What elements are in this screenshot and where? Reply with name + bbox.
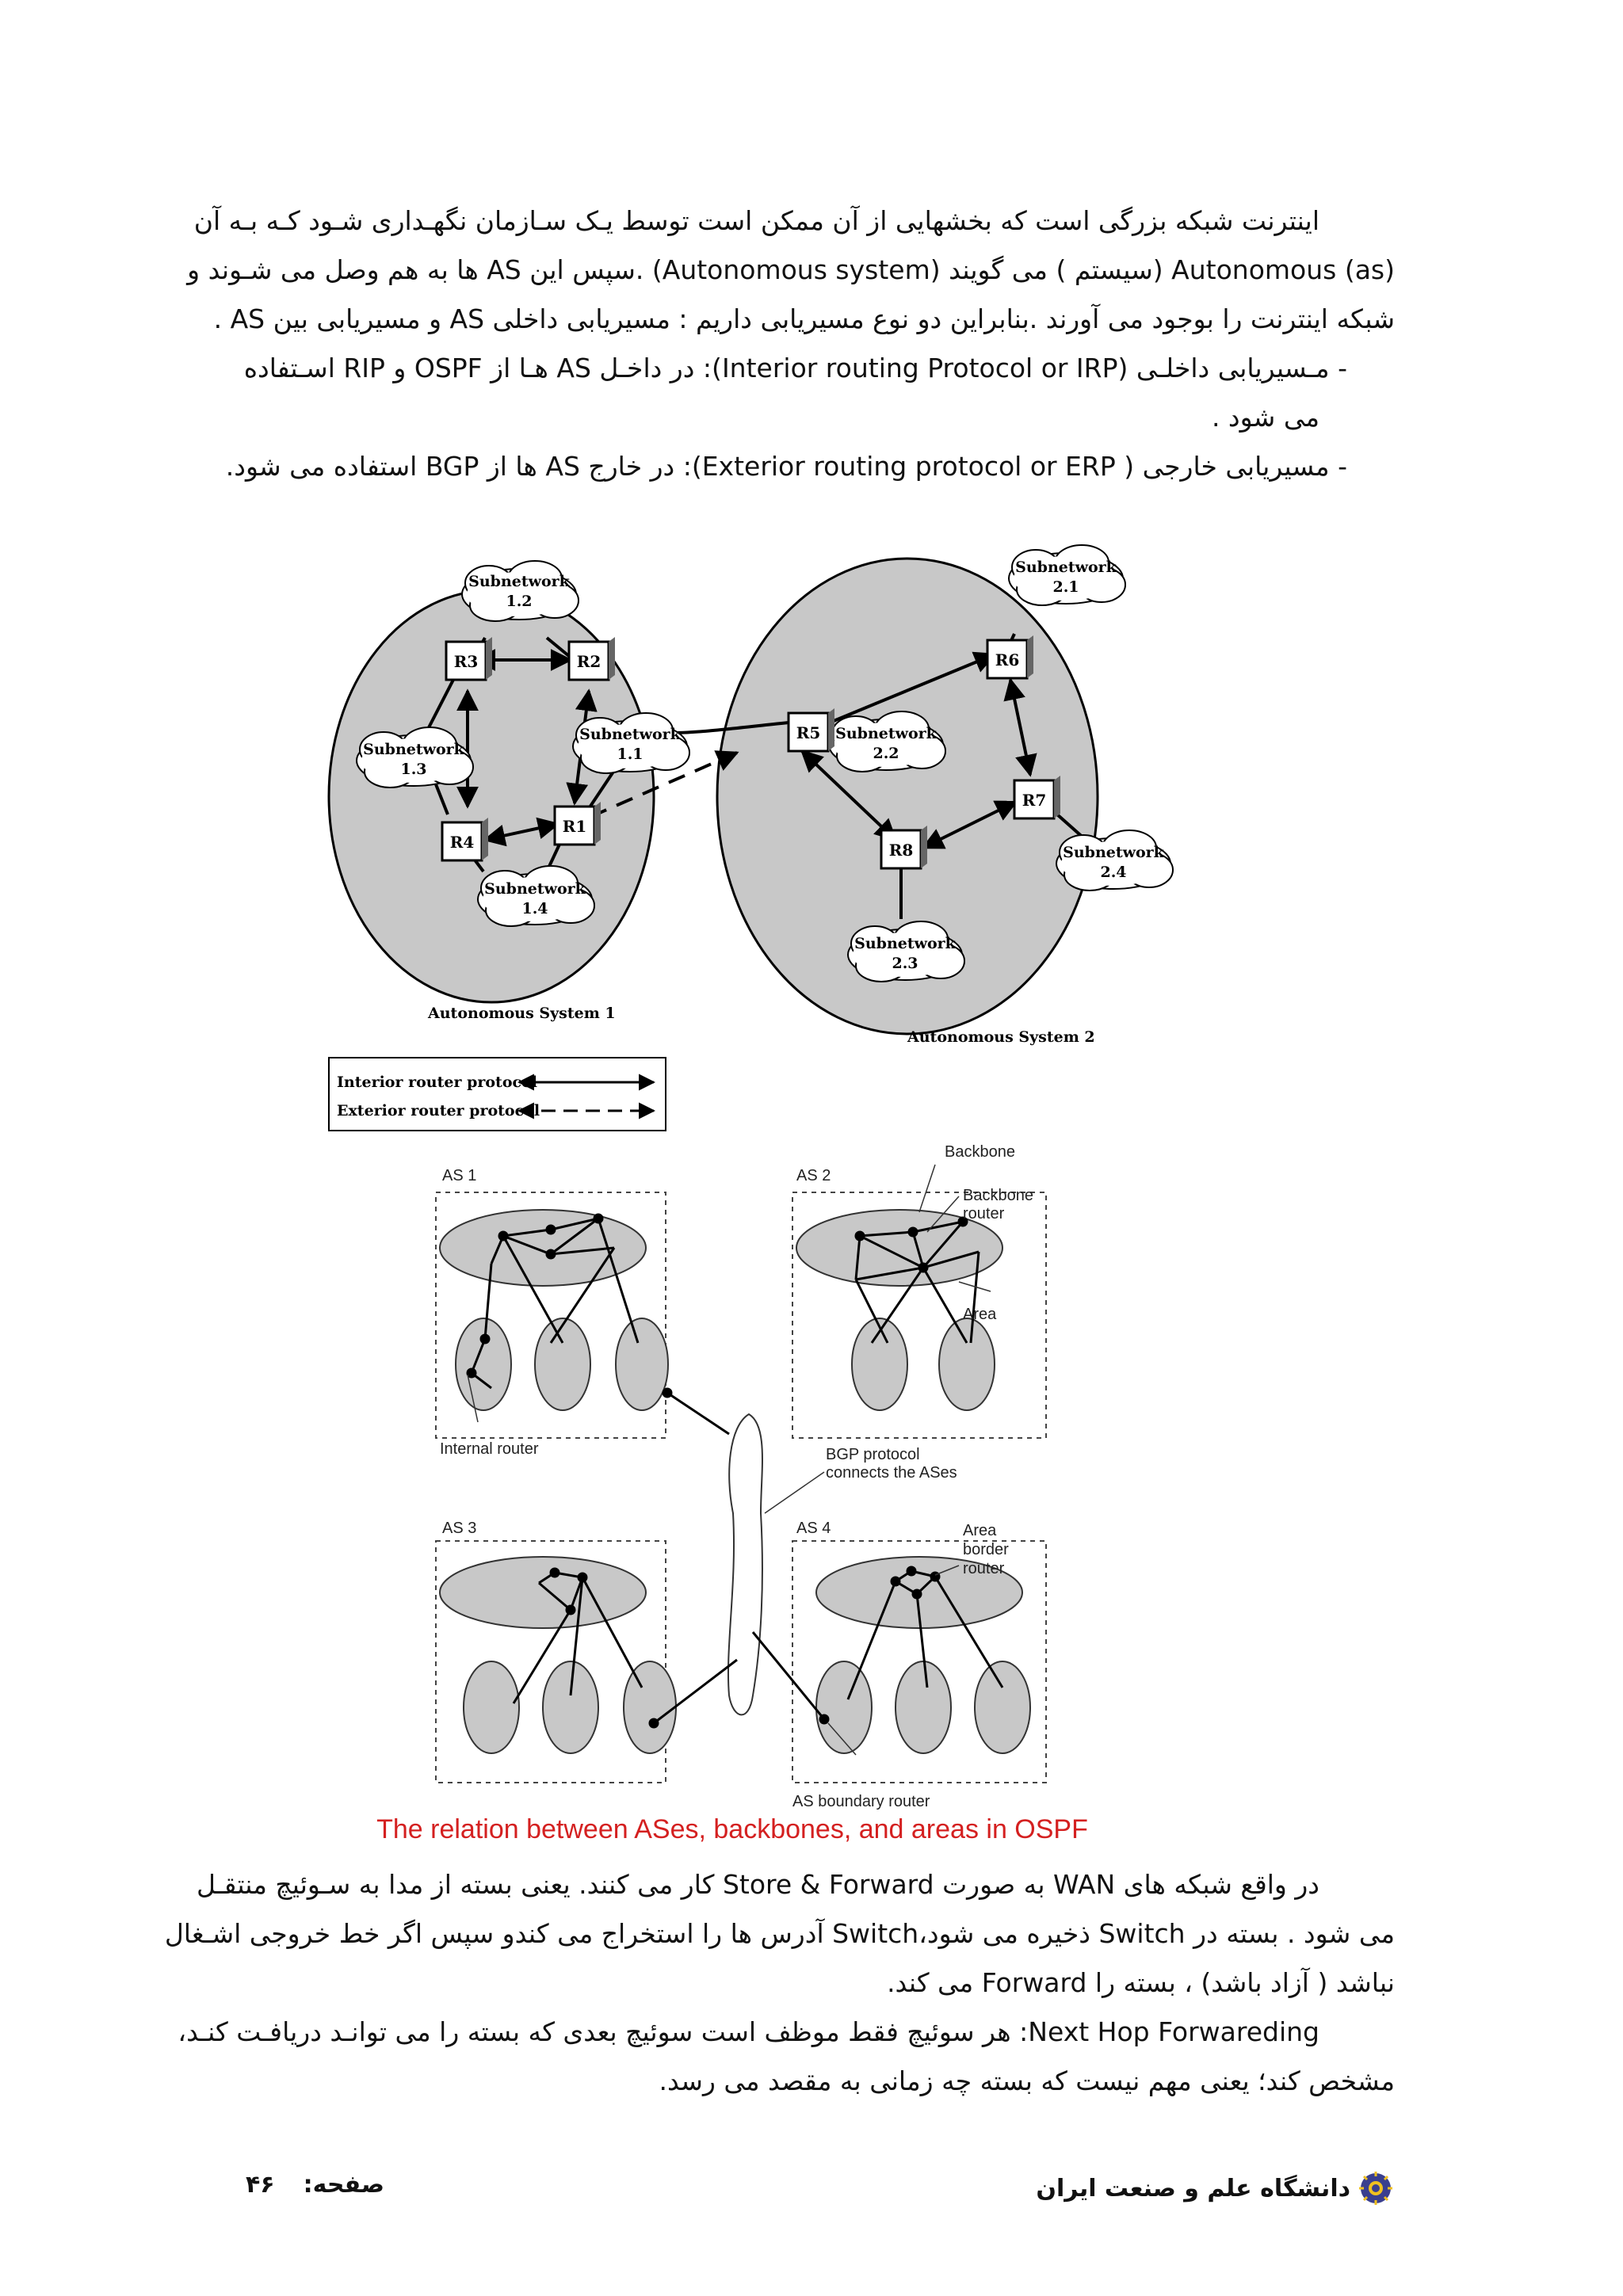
university-logo-icon	[1358, 2171, 1393, 2206]
svg-text:2.4: 2.4	[1100, 864, 1127, 881]
bullet-exterior: - مسیریابی خارجی ( Exterior routing protocol or ERP): در خارج AS ها از BGP استفاده می شود.	[225, 451, 1347, 482]
svg-text:Subnetwork: Subnetwork	[1063, 844, 1164, 861]
figure-ospf-areas	[412, 1141, 1173, 1822]
svg-text:R6: R6	[995, 650, 1020, 669]
intro-paragraph	[187, 196, 1395, 491]
body-p2-line1: Next Hop Forwareding: هر سوئیچ فقط موظف است سوئیچ بعدی که بسته را می توانـد دریافـت کنـد،	[178, 2016, 1319, 2047]
svg-text:2.1: 2.1	[1052, 578, 1079, 596]
svg-text:Subnetwork: Subnetwork	[579, 726, 681, 743]
backbone-router-label-2: router	[963, 1205, 1005, 1222]
router-r3	[446, 637, 492, 680]
as-boundary-router-label: AS boundary router	[792, 1793, 930, 1810]
router-r8	[881, 826, 927, 868]
body-p1-line1: در واقع شبکه های WAN به صورت Store & Forward کار می کنند. یعنی بسته از مدا به سـوئیچ منتقـل	[197, 1869, 1319, 1900]
svg-text:R8: R8	[888, 841, 914, 860]
svg-text:R2: R2	[576, 652, 601, 671]
footer-page	[246, 2171, 384, 2199]
internal-router-label: Internal router	[440, 1440, 539, 1458]
as3-box-label: AS 3	[442, 1520, 477, 1537]
as2-box-label: AS 2	[796, 1167, 831, 1184]
svg-text:R1: R1	[562, 817, 587, 836]
figure1-legend	[329, 1058, 666, 1131]
backbone-router-label-1: Backbone	[963, 1187, 1033, 1204]
area-label: Area	[963, 1306, 997, 1323]
subnetwork-1-2	[462, 561, 579, 621]
router-r6	[987, 635, 1033, 678]
bgp-label-2: connects the ASes	[826, 1464, 957, 1482]
svg-text:R5: R5	[796, 723, 821, 742]
svg-text:Exterior router protocol: Exterior router protocol	[337, 1102, 540, 1119]
bgp-label-1: BGP protocol	[826, 1446, 920, 1463]
intro-line-3: شبکه اینترنت را بوجود می آورند .بنابراین دو نوع مسیریابی داریم : مسیریابی داخلی AS و مسیریابی بین AS .	[213, 303, 1395, 334]
figure-caption: The relation between ASes, backbones, and areas in OSPF	[376, 1814, 1088, 1844]
backbone-label: Backbone	[945, 1143, 1015, 1161]
subnetwork-2-1	[1009, 545, 1125, 605]
svg-text:2.3: 2.3	[892, 955, 918, 972]
router-r7	[1014, 776, 1060, 818]
footer-university	[1036, 2171, 1393, 2206]
svg-text:Subnetwork: Subnetwork	[854, 935, 956, 952]
svg-text:1.1: 1.1	[617, 746, 643, 763]
bullet-interior-cont: می شود .	[1211, 402, 1319, 433]
svg-text:R4: R4	[449, 833, 475, 852]
svg-text:R3: R3	[453, 652, 479, 671]
router-r5	[789, 708, 834, 751]
intro-line-2: Autonomous (as) (سیستم ) می گویند (Autonomous system) .سپس این AS ها به هم وصل می شـوند و	[187, 254, 1395, 285]
svg-text:2.2: 2.2	[873, 745, 899, 762]
router-r2	[569, 637, 615, 680]
svg-text:Subnetwork: Subnetwork	[363, 741, 464, 758]
bullet-interior: - مـسیریابی داخلـی (Interior routing Protocol or IRP): در داخـل AS هـا از OSPF و RIP اسـتفاده	[243, 353, 1347, 383]
router-r1	[555, 802, 601, 845]
body-paragraph	[164, 1860, 1395, 2106]
page-label: صفحه:	[303, 2171, 385, 2199]
abr-label-1: Area	[963, 1522, 997, 1539]
body-p1-line3: نباشد ( آزاد باشد) ، بسته را Forward می کند.	[887, 1967, 1395, 1998]
body-p1-line2: می شود . بسته در Switch ذخیره می شود،Switch آدرس ها را استخراج می کندو سپس اگر خط خروجی اشـغال	[164, 1918, 1395, 1949]
as4-box-label: AS 4	[796, 1520, 831, 1537]
as2-label: Autonomous System 2	[907, 1028, 1095, 1046]
router-r4	[442, 818, 488, 860]
svg-text:Subnetwork: Subnetwork	[484, 880, 586, 898]
page-number: ۴۶	[246, 2171, 275, 2199]
subnetwork-1-1	[573, 713, 689, 773]
svg-text:Subnetwork: Subnetwork	[468, 573, 570, 590]
svg-text:Subnetwork: Subnetwork	[1015, 559, 1117, 576]
svg-text:1.3: 1.3	[400, 761, 427, 778]
svg-text:1.4: 1.4	[521, 900, 548, 917]
abr-label-2: border	[963, 1541, 1009, 1558]
intro-line-1: اینترنت شبکه بزرگی است که بخشهایی از آن ممکن است توسط یـک سـازمان نگهـداری شـود کـه بـه آن	[193, 205, 1319, 236]
figure-autonomous-systems	[317, 491, 1236, 1149]
svg-text:1.2: 1.2	[506, 593, 533, 610]
svg-text:Interior router protocol: Interior router protocol	[337, 1074, 537, 1091]
as1-label: Autonomous System 1	[428, 1005, 616, 1022]
body-p2-line2: مشخص کند؛ یعنی مهم نیست که بسته چه زمانی به مقصد می رسد.	[659, 2065, 1395, 2096]
university-name: دانشگاه علم و صنعت ایران	[1036, 2174, 1350, 2203]
svg-text:R7: R7	[1022, 791, 1047, 810]
svg-text:Subnetwork: Subnetwork	[835, 725, 937, 742]
subnetwork-2-4	[1056, 830, 1173, 891]
abr-label-3: router	[963, 1560, 1005, 1577]
as1-box-label: AS 1	[442, 1167, 477, 1184]
